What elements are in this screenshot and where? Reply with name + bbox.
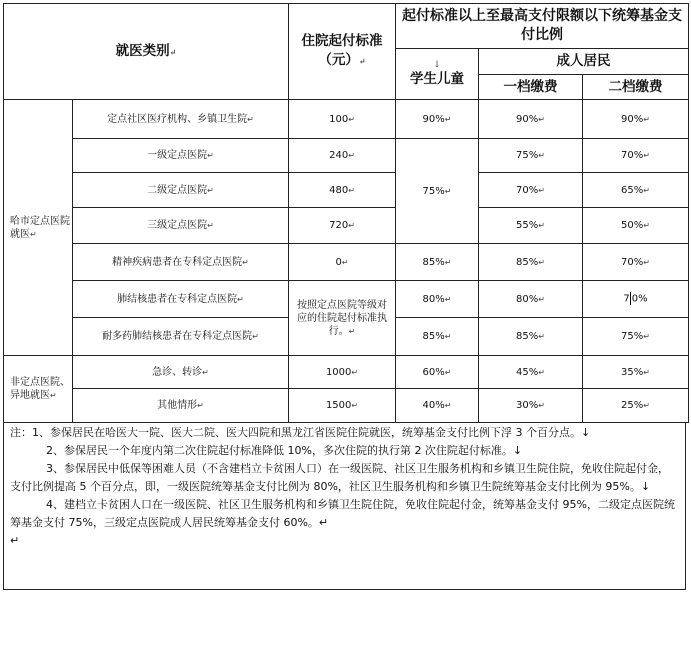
note-4: 4、建档立卡贫困人口在一级医院、社区卫生服务机构和乡镇卫生院住院，免收住院起付金，统筹基金支付 95%，二级定点医院统筹基金支付 75%，三级定点医院成人居民统筹基金支付 60%。↵ bbox=[10, 498, 675, 529]
row-tier2: 75%↵ bbox=[583, 318, 689, 356]
row-tier2: 65%↵ bbox=[583, 173, 689, 208]
note-end-mark: ↵ bbox=[10, 534, 20, 547]
row-type: 三级定点医院↵ bbox=[73, 208, 289, 244]
row-type: 急诊、转诊↵ bbox=[73, 356, 289, 389]
group-label-nondesignated: 非定点医院、异地就医↵ bbox=[4, 356, 73, 423]
row-deductible: 240↵ bbox=[289, 139, 396, 173]
row-type: 定点社区医疗机构、乡镇卫生院↵ bbox=[73, 100, 289, 139]
group-label-harbin: 哈市定点医院就医↵ bbox=[4, 100, 73, 356]
note-1: 注：1、参保居民在哈医大一院、医大二院、医大四院和黑龙江省医院住院就医，统筹基金支付比例下浮 3 个百分点。↓ bbox=[10, 426, 591, 439]
row-student: 85%↵ bbox=[396, 318, 479, 356]
row-deductible: 1000↵ bbox=[289, 356, 396, 389]
row-deductible: 1500↵ bbox=[289, 389, 396, 423]
row-tier1: 30%↵ bbox=[479, 389, 583, 423]
header-category: 就医类别↵ bbox=[4, 4, 289, 100]
text-cursor bbox=[630, 292, 631, 305]
document bbox=[3, 3, 688, 590]
row-student: 80%↵ bbox=[396, 281, 479, 318]
row-tier1: 45%↵ bbox=[479, 356, 583, 389]
note-2: 2、参保居民一个年度内第二次住院起付标准降低 10%，多次住院的执行第 2 次住院起付标准。↓ bbox=[46, 444, 523, 457]
row-student: 60%↵ bbox=[396, 356, 479, 389]
header-tier2: 二档缴费 bbox=[583, 75, 689, 100]
row-student: 40%↵ bbox=[396, 389, 479, 423]
student-merged-levels: 75%↵ bbox=[396, 139, 479, 244]
row-tier1: 70%↵ bbox=[479, 173, 583, 208]
down-arrow-icon: ↓ bbox=[433, 59, 441, 70]
row-tier1: 85%↵ bbox=[479, 318, 583, 356]
row-tier1: 55%↵ bbox=[479, 208, 583, 244]
row-tier1: 90%↵ bbox=[479, 100, 583, 139]
row-type: 一级定点医院↵ bbox=[73, 139, 289, 173]
row-tier2: 90%↵ bbox=[583, 100, 689, 139]
row-tier2: 70%↵ bbox=[583, 244, 689, 281]
header-deductible: 住院起付标准（元）↵ bbox=[289, 4, 396, 100]
row-type: 其他情形↵ bbox=[73, 389, 289, 423]
row-tier2: 7 0% bbox=[583, 281, 689, 318]
tb-deductible-note: 按照定点医院等级对应的住院起付标准执行。↵ bbox=[289, 281, 396, 356]
header-tier1: 一档缴费 bbox=[479, 75, 583, 100]
row-deductible: 720↵ bbox=[289, 208, 396, 244]
reimbursement-table bbox=[3, 3, 689, 423]
header-adult: 成人居民 bbox=[479, 49, 689, 75]
row-tier1: 85%↵ bbox=[479, 244, 583, 281]
row-type: 二级定点医院↵ bbox=[73, 173, 289, 208]
header-student: ↓ 学生儿童 bbox=[396, 49, 479, 100]
row-tier2: 25%↵ bbox=[583, 389, 689, 423]
row-tier2: 70%↵ bbox=[583, 139, 689, 173]
row-tier1: 80%↵ bbox=[479, 281, 583, 318]
row-type: 精神疾病患者在专科定点医院↵ bbox=[73, 244, 289, 281]
row-type: 肺结核患者在专科定点医院↵ bbox=[73, 281, 289, 318]
row-tier2: 50%↵ bbox=[583, 208, 689, 244]
note-3: 3、参保居民中低保等困难人员（不含建档立卡贫困人口）在一级医院、社区卫生服务机构和乡镇卫生院住院，免收住院起付金，支付比例提高 5 个百分点，即，一级医院统筹基金支付比例为 80%，社区卫生服务机构和乡镇卫生院统筹基金支付比例为 95%。↓ bbox=[10, 462, 669, 493]
row-deductible: 0↵ bbox=[289, 244, 396, 281]
row-tier2: 35%↵ bbox=[583, 356, 689, 389]
header-ratio-group: 起付标准以上至最高支付限额以下统筹基金支付比例 bbox=[396, 4, 689, 49]
row-student: 90%↵ bbox=[396, 100, 479, 139]
row-tier1: 75%↵ bbox=[479, 139, 583, 173]
row-deductible: 480↵ bbox=[289, 173, 396, 208]
row-deductible: 100↵ bbox=[289, 100, 396, 139]
row-student: 85%↵ bbox=[396, 244, 479, 281]
row-type: 耐多药肺结核患者在专科定点医院↵ bbox=[73, 318, 289, 356]
notes-section bbox=[3, 422, 686, 590]
